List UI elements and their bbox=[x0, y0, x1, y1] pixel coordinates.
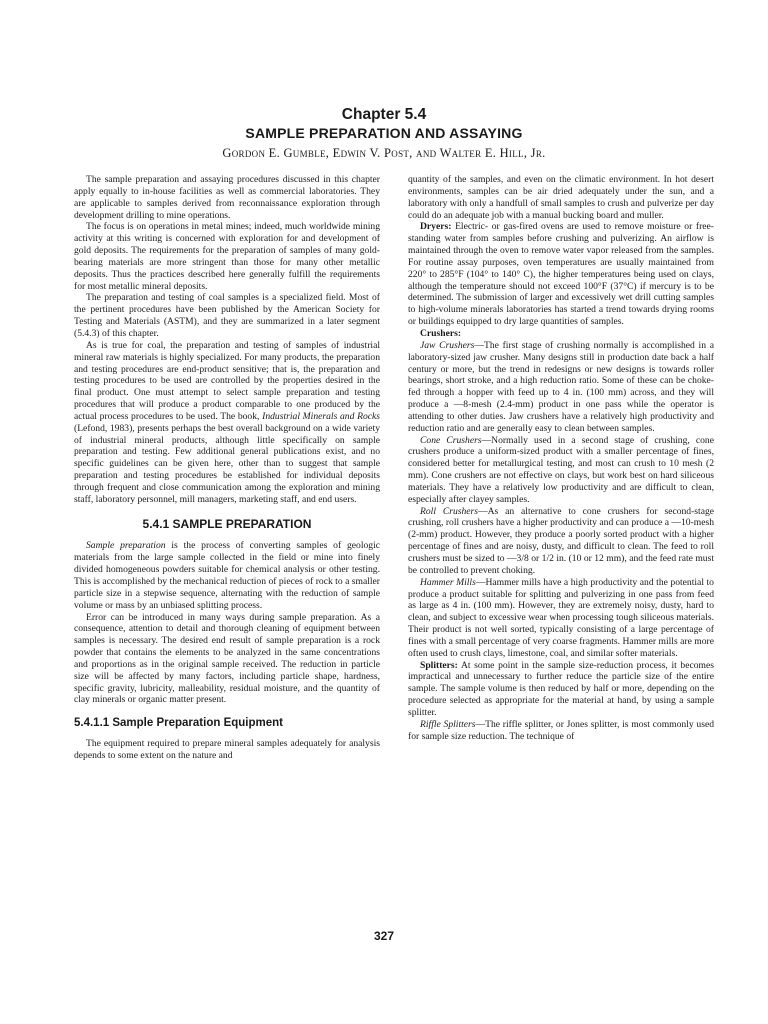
splitters-label: Splitters: bbox=[420, 659, 458, 671]
authors-line: Gordon E. Gumble, Edwin V. Post, and Walter E. Hill, Jr. bbox=[222, 146, 546, 160]
splitters-paragraph bbox=[408, 660, 714, 719]
splitters-text: At some point in the sample size-reduction process, it becomes impractical and unnecessary to further reduce the particle size of the entire sample. The sample volume is then reduced by half or more, depending on the procedure selected as appropriate for the material at hand, by using a sample splitter. bbox=[408, 659, 714, 718]
hammer-mills-paragraph bbox=[408, 577, 714, 660]
left-column bbox=[74, 174, 380, 762]
roll-crushers-paragraph bbox=[408, 506, 714, 577]
sample-prep-definition: is the process of converting samples of geologic materials from the large sample collected in the field or mine into finely divided homogeneous powders suitable for chemical analysis or other testing. This is accomplished by the mechanical reduction of pieces of rock to a smaller particle size in a stepwise sequence, alternating with the reduction of sample volume or mass by an unbiased splitting process. bbox=[74, 540, 381, 611]
jaw-crushers-paragraph bbox=[408, 340, 714, 435]
riffle-splitters-text: —The riffle splitter, or Jones splitter, is most commonly used for sample size reduction. The technique of bbox=[408, 718, 714, 742]
continued-paragraph: quantity of the samples, and even on the climatic environment. In hot desert environments, samples can be air dried adequately under the sun, and a laboratory with only a handfull of small samples to crush and pulverize per day could do an adequate job with a manual bucking board and muller. bbox=[408, 174, 714, 221]
section-heading: 5.4.1 SAMPLE PREPARATION bbox=[142, 516, 312, 531]
hammer-mills-text: —Hammer mills have a high productivity and the potential to produce a product suitable for splitting and pulverizing in one pass from feed as large as 4 in. (100 mm). However, they are extremely noisy, dusty, hard to clean, and subject to excessive wear when processing tough siliceous materials. Their product is not well sorted, typically consisting of a large percentage of fines with a small percentage of very coarse fragments. Hammer mills are more often used to crush clays, limestone, coal, and similar softer materials. bbox=[408, 576, 714, 659]
hammer-mills-label: Hammer Mills bbox=[420, 576, 476, 588]
roll-crushers-label: Roll Crushers bbox=[420, 505, 479, 517]
equipment-paragraph: The equipment required to prepare mineral samples adequately for analysis depends to some extent on the nature and bbox=[74, 738, 380, 761]
riffle-splitters-label: Riffle Splitters bbox=[420, 718, 476, 730]
sample-prep-term: Sample preparation bbox=[86, 540, 166, 552]
cone-crushers-label: Cone Crushers bbox=[420, 434, 482, 446]
cone-crushers-paragraph bbox=[408, 435, 714, 506]
chapter-label: Chapter 5.4 bbox=[341, 106, 427, 123]
dryers-label: Dryers: bbox=[420, 221, 452, 233]
jaw-crushers-label: Jaw Crushers bbox=[420, 339, 475, 351]
jaw-crushers-text: —The first stage of crushing normally is accomplished in a laboratory-sized jaw crusher. Many designs still in production date back a half century or more, but the trend in redesigns or new designs is towards roller bearings, short stroke, and a high reduction ratio. Some of these can be choke-fed through a hopper with feed up to 4 in. (100 mm) across, and they will produce a —8-mesh (2.4-mm) product in one pass while the operator is attending to other duties. Jaw crushers have a relatively high productivity and reduction ratio and are generally easy to clean between samples. bbox=[408, 339, 714, 434]
page-number: 327 bbox=[373, 929, 395, 943]
intro-paragraph-4-start: As is true for coal, the preparation and testing of samples of industrial mineral raw materials is highly specialized. For many products, the preparation and testing procedures are end-product sensitive; that is, the preparation and testing procedures to be used are controlled by the properties desired in the final product. One must attempt to select sample preparation and testing procedures that will produce a product comparable to one produced by the actual process procedures to be used. The book, bbox=[74, 339, 380, 422]
intro-paragraph-1: The sample preparation and assaying procedures discussed in this chapter apply equally to in-house facilities as well as commercial laboratories. They are applicable to samples derived from reconnaissance exploration through development drilling to mine operations. bbox=[74, 174, 380, 221]
book-title: Industrial Minerals and Rocks bbox=[262, 410, 380, 422]
riffle-splitters-paragraph bbox=[408, 719, 714, 743]
intro-paragraph-3: The preparation and testing of coal samples is a specialized field. Most of the pertinent procedures have been published by the American Society for Testing and Materials (ASTM), and they are summarized in a later segment (5.4.3) of this chapter. bbox=[74, 292, 380, 339]
intro-paragraph-4 bbox=[74, 340, 380, 506]
crushers-heading bbox=[408, 328, 714, 340]
crushers-label: Crushers: bbox=[420, 327, 462, 339]
dryers-paragraph bbox=[408, 221, 714, 328]
chapter-title: SAMPLE PREPARATION AND ASSAYING bbox=[245, 125, 523, 141]
intro-paragraph-4-end: (Lefond, 1983), presents perhaps the best overall background on a wide variety of industrial mineral products, although little specifically on sample preparation and testing. Few additional general publications exist, and no specific guidelines can be given here, other than to suggest that sample preparation and testing procedures be established for individual deposits through frequent and close communication among the exploration and mining staff, laboratory personnel, mill managers, marketing staff, and end users. bbox=[74, 422, 380, 505]
sample-prep-paragraph-1 bbox=[74, 540, 380, 611]
subsection-heading: 5.4.1.1 Sample Preparation Equipment bbox=[74, 717, 283, 730]
roll-crushers-text: —As an alternative to cone crushers for second-stage crushing, roll crushers have a higher productivity and can produce a —10-mesh (2-mm) product. However, they produce a poorly sorted product with a higher percentage of fines and are noisy, dusty, and difficult to clean. The feed to roll crushers must be sized to —3/8 or 1/2 in. (10 or 12 mm), and the feed rate must be controlled to prevent choking. bbox=[408, 505, 715, 576]
dryers-text: Electric- or gas-fired ovens are used to remove moisture or free-standing water from samples before crushing and pulverizing. An airflow is maintained through the oven to remove water vapor released from the samples. For routine assay purposes, oven temperatures are usually maintained from 220° to 285°F (104° to 140° C), the higher temperatures being used on clays, although the temperature should not exceed 100°F (37°C) if mercury is to be determined. The submission of larger and excessively wet drill cutting samples to high-volume minerals laboratories has started a trend towards drying rooms or buildings equipped to dry large quantities of samples. bbox=[408, 221, 714, 328]
sample-prep-paragraph-2: Error can be introduced in many ways during sample preparation. As a consequence, attention to detail and thorough cleaning of equipment between samples is necessary. The desired end result of sample preparation is a rock powder that contains the elements to be analyzed in the same concentrations and proportions as in the original sample received. The reduction in particle size will be affected by many factors, including particle shape, hardness, specific gravity, lubricity, malleability, residual moisture, and the quantity of clay minerals or organic matter present. bbox=[74, 611, 380, 706]
cone-crushers-text: —Normally used in a second stage of crushing, cone crushers produce a uniform-sized product with a smaller percentage of fines, considered better for metallurgical testing, and most can crush to 10 mesh (2 mm). Cone crushers are not effective on clays, but work best on hard siliceous materials. They have a relatively low productivity and are difficult to clean, especially after clayey samples. bbox=[408, 434, 714, 505]
intro-paragraph-2: The focus is on operations in metal mines; indeed, much worldwide mining activity at this writing is concerned with exploration for and development of gold deposits. The requirements for the preparation of samples of many gold-bearing materials are more stringent than those for many other metallic deposits. Thus the practices described here generally fulfill the requirements for most metallic mineral deposits. bbox=[74, 221, 380, 292]
right-column bbox=[408, 174, 714, 743]
